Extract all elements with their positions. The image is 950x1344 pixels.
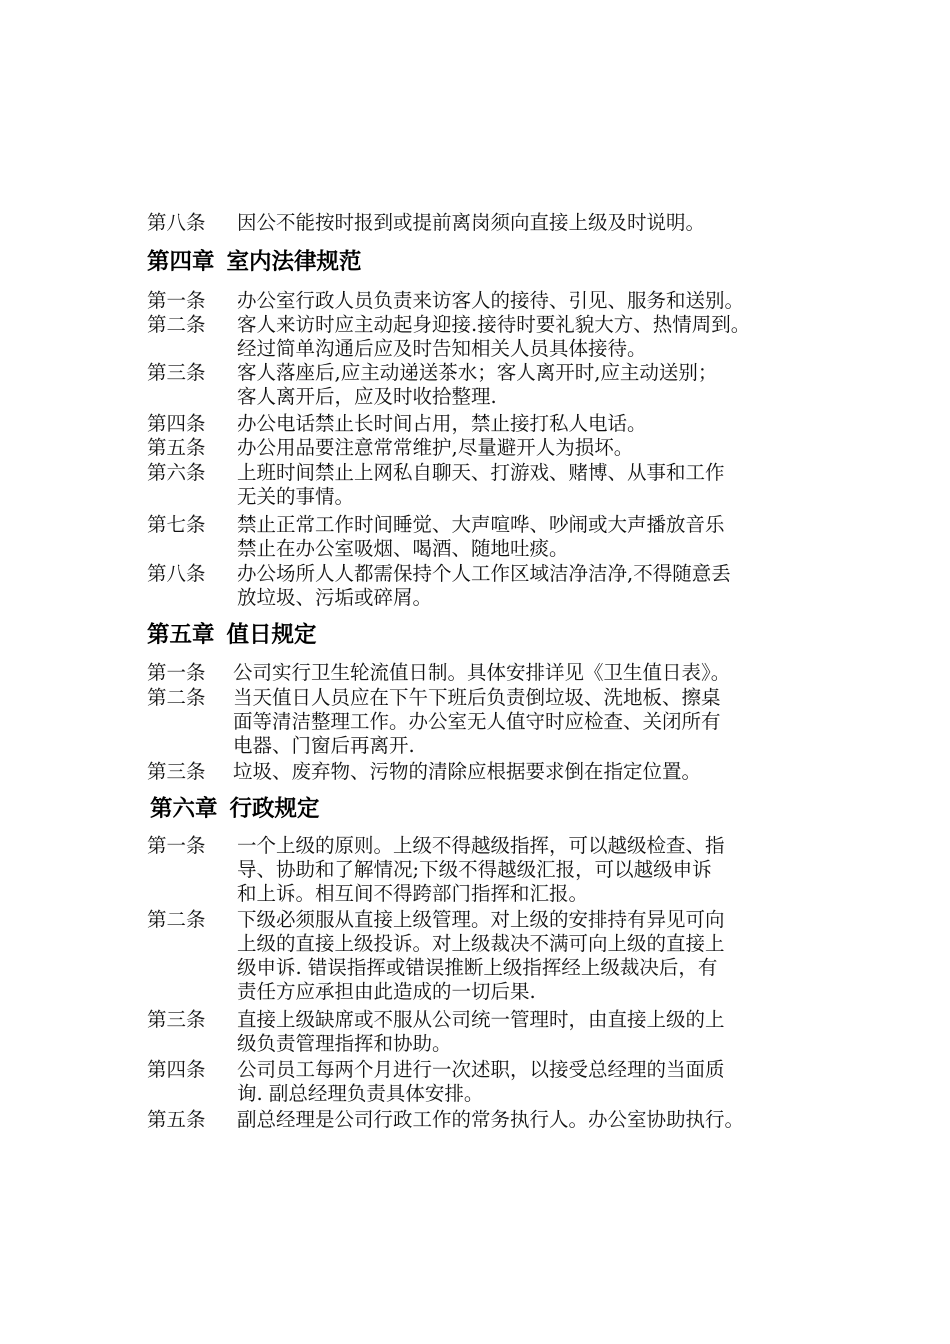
ch5-article-1 [147,661,827,685]
article-number: 第二条 [147,313,206,336]
ch6-article-5 [147,1108,827,1132]
ch4-article-6 [147,461,827,509]
ch4-article-8 [147,562,827,610]
article-line: 垃圾、废弃物、污物的清除应根据要求倒在指定位置。 [233,760,702,783]
article-number: 第一条 [147,834,206,857]
article-number: 第三条 [147,760,206,783]
article-number: 第四条 [147,1058,206,1081]
article-line: 客人离开后，应及时收拾整理. [237,385,497,408]
article-number: 第六条 [147,461,206,484]
ch4-article-2 [147,313,827,361]
article-line: 下级必须服从直接上级管理。对上级的安排持有异见可向 [237,908,725,931]
article-line: 和上诉。相互间不得跨部门指挥和汇报。 [237,882,589,905]
article-line: 当天值日人员应在下午下班后负责倒垃圾、洗地板、擦桌 [233,686,721,709]
article-line: 级负责管理指挥和协助。 [237,1032,452,1055]
article-line: 导、协助和了解情况;下级不得越级汇报，可以越级申诉 [237,858,712,881]
article-line: 询. 副总经理负责具体安排。 [237,1082,484,1105]
article-line: 办公室行政人员负责来访客人的接待、引见、服务和送别。 [237,289,745,312]
chapter-4-heading [147,247,362,277]
ch4-article-3 [147,361,827,409]
article-line: 一个上级的原则。上级不得越级指挥，可以越级检查、指 [237,834,725,857]
article-line: 公司员工每两个月进行一次述职，以接受总经理的当面质 [237,1058,725,1081]
article-line: 直接上级缺席或不服从公司统一管理时，由直接上级的上 [237,1008,725,1031]
article-line: 电器、门窗后再离开. [233,734,415,757]
article-line: 上级的直接上级投诉。对上级裁决不满可向上级的直接上 [237,932,725,955]
article-line: 客人来访时应主动起身迎接.接待时要礼貌大方、热情周到。 [237,313,751,336]
article-number: 第二条 [147,686,206,709]
article-number: 第一条 [147,289,206,312]
ch5-article-3 [147,760,827,784]
article-line: 放垃圾、污垢或碎屑。 [237,586,433,609]
ch4-article-7 [147,513,827,561]
article-line: 办公场所人人都需保持个人工作区域洁净洁净,不得随意丢 [237,562,731,585]
ch4-article-4 [147,412,827,436]
article-line: 经过简单沟通后应及时告知相关人员具体接待。 [237,337,647,360]
chapter-6-heading [150,794,320,824]
article-line: 禁止在办公室吸烟、喝酒、随地吐痰。 [237,537,569,560]
ch6-article-4 [147,1058,827,1106]
article-number: 第三条 [147,1008,206,1031]
article-number: 第八条 [147,562,206,585]
chapter-number: 第五章 [147,622,215,648]
ch6-article-1 [147,834,827,906]
article-line: 面等清洁整理工作。办公室无人值守时应检查、关闭所有 [233,710,721,733]
article-line: 上班时间禁止上网私自聊天、打游戏、赌博、从事和工作 [237,461,725,484]
article-lead [147,211,827,235]
article-line: 客人落座后,应主动递送茶水；客人离开时,应主动送别； [237,361,718,384]
chapter-number: 第六章 [150,796,218,822]
article-line: 副总经理是公司行政工作的常务执行人。办公室协助执行。 [237,1108,745,1131]
chapter-5-heading [147,620,317,650]
article-number: 第五条 [147,1108,206,1131]
chapter-title: 行政规定 [229,796,320,822]
article-line: 无关的事情。 [237,485,355,508]
article-number: 第八条 [147,211,206,234]
ch6-article-2 [147,908,827,1004]
article-line: 级申诉. 错误指挥或错误推断上级指挥经上级裁决后，有 [237,956,718,979]
chapter-title: 值日规定 [226,622,317,648]
article-number: 第五条 [147,436,206,459]
chapter-number: 第四章 [147,249,215,275]
article-text: 因公不能按时报到或提前离岗须向直接上级及时说明。 [237,211,706,234]
article-line: 办公电话禁止长时间占用，禁止接打私人电话。 [237,412,647,435]
chapter-title: 室内法律规范 [226,249,362,275]
article-line: 禁止正常工作时间睡觉、大声喧哗、吵闹或大声播放音乐 [237,513,725,536]
ch5-article-2 [147,686,827,758]
article-line: 公司实行卫生轮流值日制。具体安排详见《卫生值日表》。 [233,661,731,684]
article-number: 第三条 [147,361,206,384]
ch4-article-5 [147,436,827,460]
article-number: 第一条 [147,661,206,684]
article-number: 第七条 [147,513,206,536]
ch6-article-3 [147,1008,827,1056]
article-number: 第四条 [147,412,206,435]
article-number: 第二条 [147,908,206,931]
article-line: 办公用品要注意常常维护,尽量避开人为损坏。 [237,436,634,459]
article-line: 责任方应承担由此造成的一切后果. [237,980,536,1003]
ch4-article-1 [147,289,827,313]
